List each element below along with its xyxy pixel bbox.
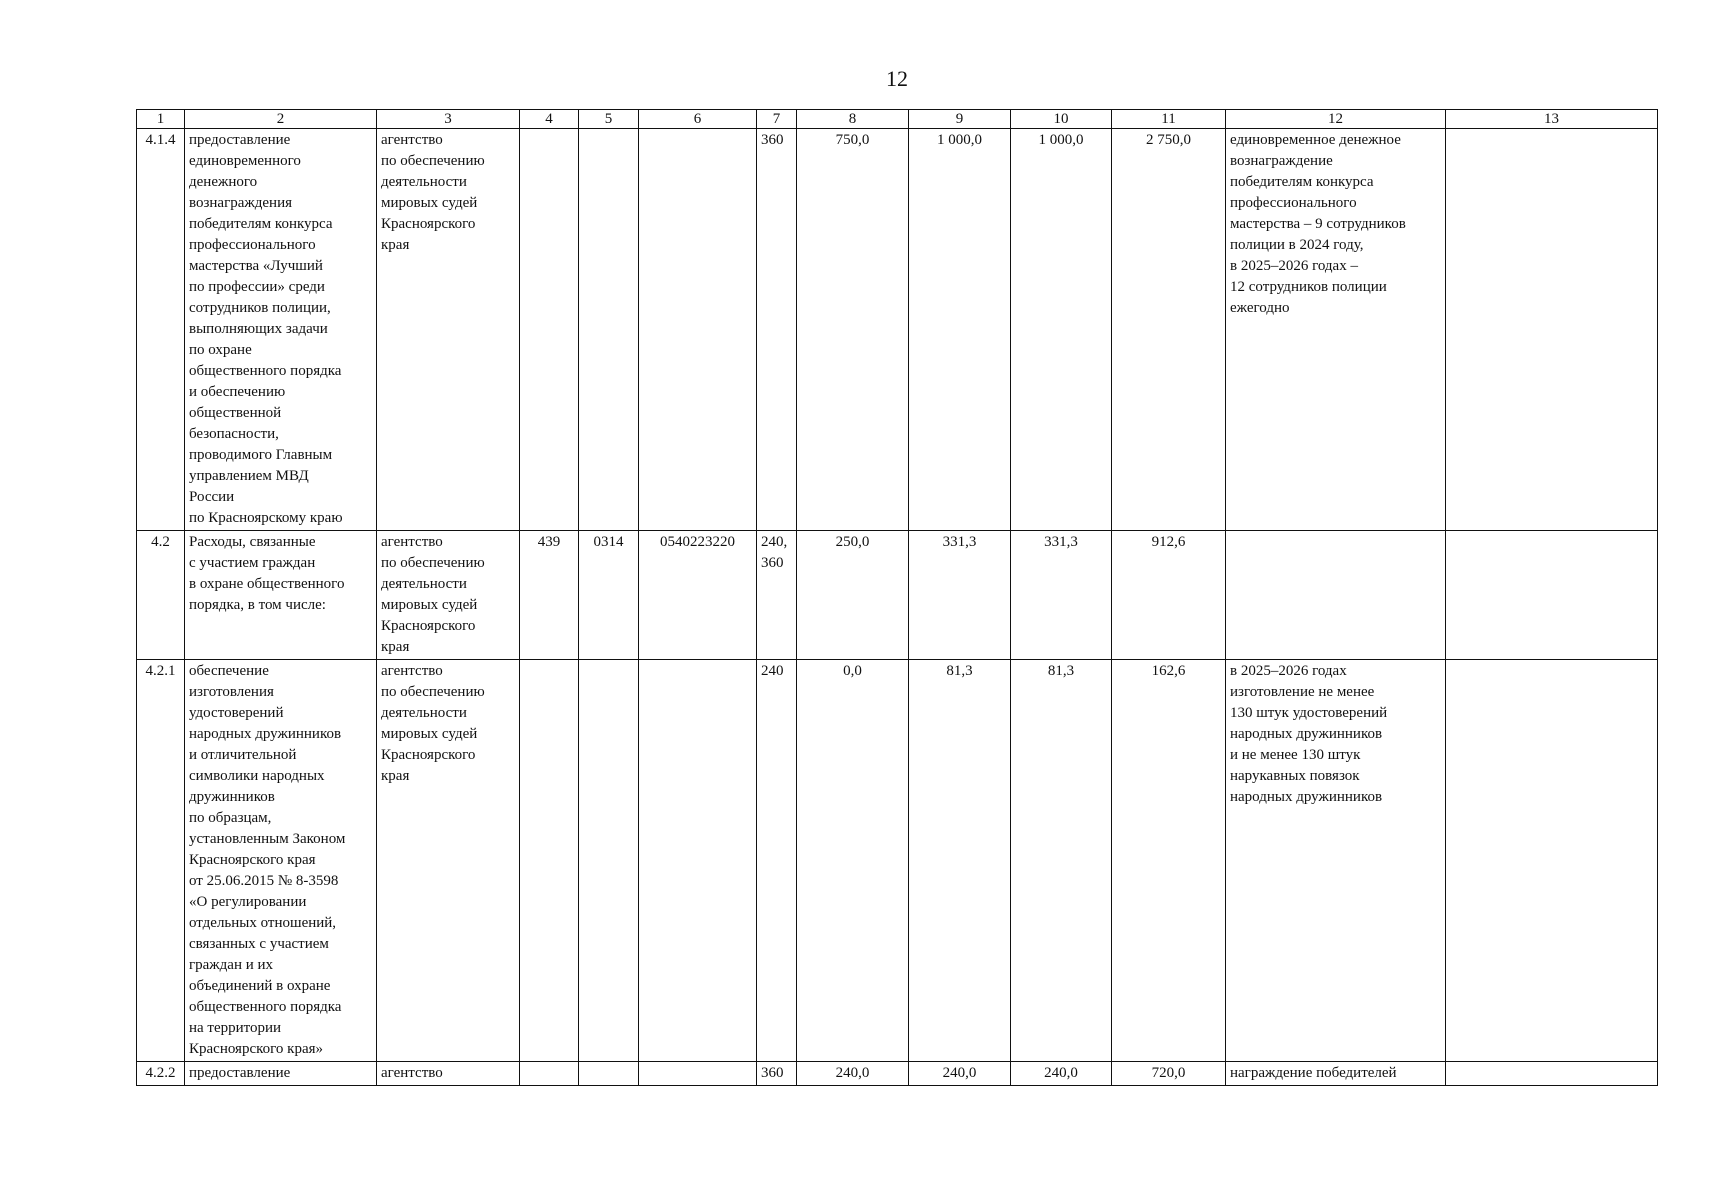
cell-col5 [579, 1062, 639, 1086]
expected-result: в 2025–2026 годах изготовление не менее 130 штук удостоверений народных дружинников и не менее 130 штук нарукавных повязок народных дружинников [1226, 660, 1446, 1062]
expected-result [1226, 531, 1446, 660]
table-row [137, 129, 1658, 531]
cell-col7: 360 [757, 1062, 797, 1086]
column-header: 8 [797, 110, 909, 129]
column-header: 12 [1226, 110, 1446, 129]
cell-col8: 0,0 [797, 660, 909, 1062]
cell-col5: 0314 [579, 531, 639, 660]
cell-col4 [520, 1062, 579, 1086]
cell-col9: 331,3 [909, 531, 1011, 660]
table-row [137, 1062, 1658, 1086]
cell-col9: 1 000,0 [909, 129, 1011, 531]
column-header: 11 [1112, 110, 1226, 129]
activity-name: Расходы, связанные с участием граждан в охране общественного порядка, в том числе: [185, 531, 377, 660]
cell-col8: 240,0 [797, 1062, 909, 1086]
cell-col6: 0540223220 [639, 531, 757, 660]
row-id: 4.1.4 [137, 129, 185, 531]
column-header: 2 [185, 110, 377, 129]
cell-col6 [639, 129, 757, 531]
cell-col7: 240 [757, 660, 797, 1062]
responsible-agency: агентство [377, 1062, 520, 1086]
row-id: 4.2.2 [137, 1062, 185, 1086]
cell-col8: 250,0 [797, 531, 909, 660]
column-header: 3 [377, 110, 520, 129]
responsible-agency: агентство по обеспечению деятельности мировых судей Красноярского края [377, 129, 520, 531]
activity-name: предоставление единовременного денежного вознаграждения победителям конкурса профессионального мастерства «Лучший по профессии» среди сотрудников полиции, выполняющих задачи по охране общественного порядка и обеспечению общественной безопасности, проводимого Главным управлением МВД России по Красноярскому краю [185, 129, 377, 531]
cell-col8: 750,0 [797, 129, 909, 531]
column-header: 10 [1011, 110, 1112, 129]
expected-result: награждение победителей [1226, 1062, 1446, 1086]
cell-col6 [639, 1062, 757, 1086]
cell-col4 [520, 660, 579, 1062]
cell-col11: 2 750,0 [1112, 129, 1226, 531]
activity-name: предоставление [185, 1062, 377, 1086]
cell-col5 [579, 660, 639, 1062]
cell-col9: 81,3 [909, 660, 1011, 1062]
expected-result: единовременное денежное вознаграждение победителям конкурса профессионального мастерства – 9 сотрудников полиции в 2024 году, в 2025–2026 годах – 12 сотрудников полиции ежегодно [1226, 129, 1446, 531]
column-header: 1 [137, 110, 185, 129]
cell-col11: 912,6 [1112, 531, 1226, 660]
cell-col7: 240, 360 [757, 531, 797, 660]
row-id: 4.2 [137, 531, 185, 660]
page-number: 12 [886, 66, 908, 91]
cell-col4: 439 [520, 531, 579, 660]
column-header: 13 [1446, 110, 1658, 129]
cell-col13 [1446, 660, 1658, 1062]
cell-col13 [1446, 1062, 1658, 1086]
cell-col10: 81,3 [1011, 660, 1112, 1062]
column-header: 5 [579, 110, 639, 129]
cell-col10: 331,3 [1011, 531, 1112, 660]
responsible-agency: агентство по обеспечению деятельности мировых судей Красноярского края [377, 531, 520, 660]
cell-col11: 720,0 [1112, 1062, 1226, 1086]
cell-col7: 360 [757, 129, 797, 531]
cell-col11: 162,6 [1112, 660, 1226, 1062]
cell-col5 [579, 129, 639, 531]
budget-table [136, 109, 1658, 1086]
cell-col9: 240,0 [909, 1062, 1011, 1086]
cell-col10: 240,0 [1011, 1062, 1112, 1086]
activity-name: обеспечение изготовления удостоверений народных дружинников и отличительной символики народных дружинников по образцам, установленным Законом Красноярского края от 25.06.2015 № 8-3598 «О регулировании отдельных отношений, связанных с участием граждан и их объединений в охране общественного порядка на территории Красноярского края» [185, 660, 377, 1062]
table-header-row [137, 110, 1658, 129]
column-header: 9 [909, 110, 1011, 129]
row-id: 4.2.1 [137, 660, 185, 1062]
column-header: 6 [639, 110, 757, 129]
column-header: 7 [757, 110, 797, 129]
column-header: 4 [520, 110, 579, 129]
cell-col13 [1446, 531, 1658, 660]
responsible-agency: агентство по обеспечению деятельности мировых судей Красноярского края [377, 660, 520, 1062]
table-row [137, 531, 1658, 660]
cell-col13 [1446, 129, 1658, 531]
cell-col6 [639, 660, 757, 1062]
table-row [137, 660, 1658, 1062]
cell-col10: 1 000,0 [1011, 129, 1112, 531]
cell-col4 [520, 129, 579, 531]
